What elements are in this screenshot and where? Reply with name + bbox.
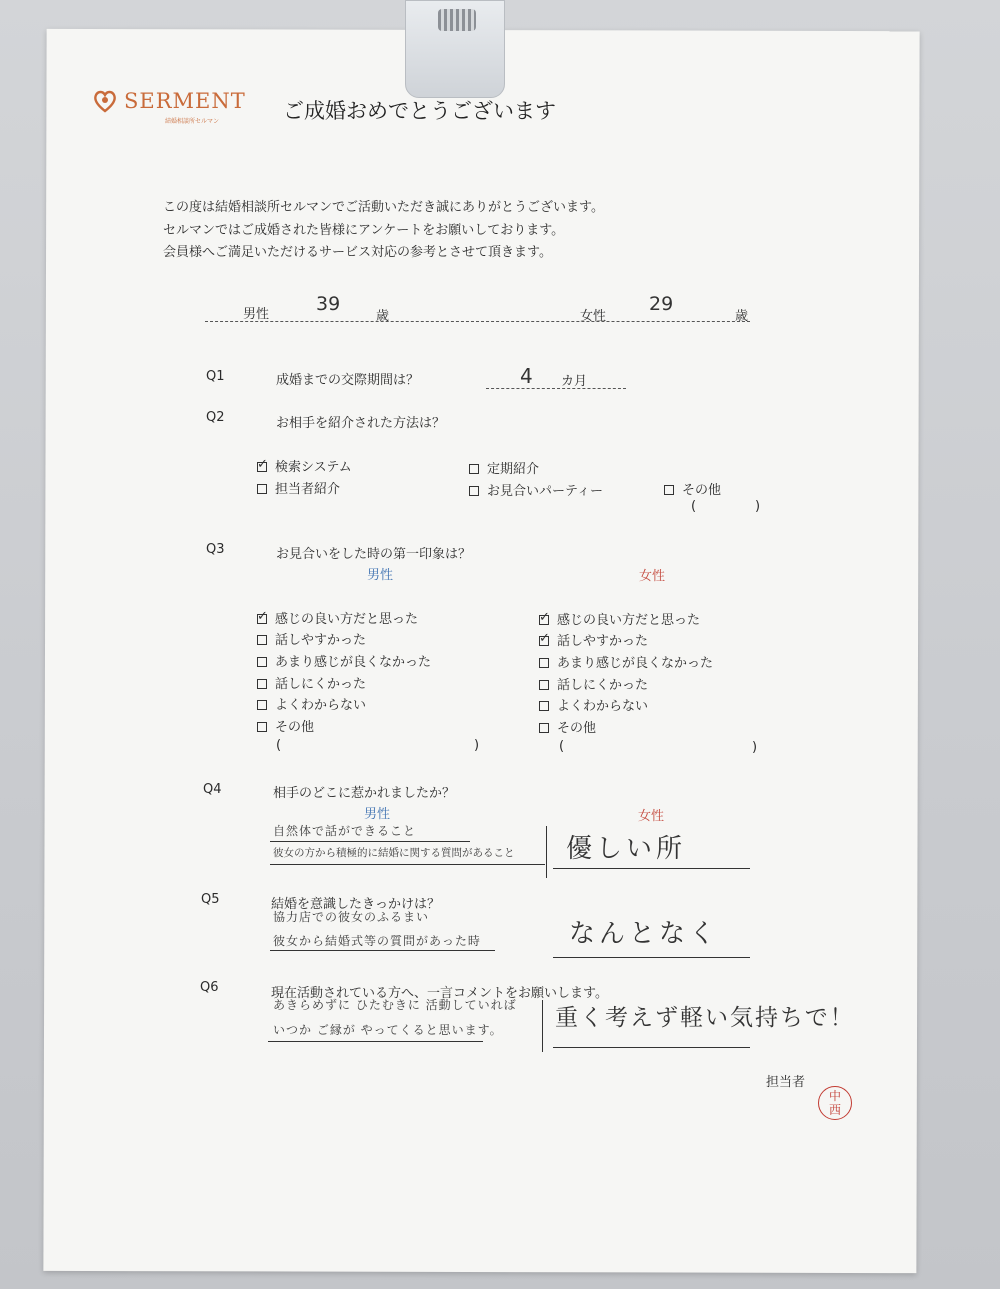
checkmark-icon: ✓ bbox=[257, 457, 268, 472]
q6-number: Q6 bbox=[200, 980, 219, 995]
q3-female-paren-open: ( bbox=[559, 739, 565, 754]
checkbox[interactable] bbox=[539, 658, 549, 668]
q4-male-answer: 彼女の方から積極的に結婚に関する質問があること bbox=[273, 847, 515, 859]
q3-male-option[interactable]: あまり感じが良くなかった bbox=[257, 651, 431, 670]
page-title: ご成婚おめでとうございます bbox=[283, 99, 556, 123]
answer-line bbox=[268, 1041, 483, 1042]
q2-paren-open: ( bbox=[691, 499, 697, 514]
checkbox[interactable] bbox=[257, 609, 268, 624]
brand-logo bbox=[92, 88, 246, 114]
checkbox[interactable] bbox=[257, 722, 267, 732]
q4-female-answer: 優しい所 bbox=[566, 834, 687, 864]
checkbox[interactable] bbox=[539, 680, 549, 690]
checkbox[interactable] bbox=[469, 486, 479, 496]
answer-line bbox=[270, 841, 470, 842]
q4-male-answer: 自然体で話ができること bbox=[273, 824, 417, 838]
checkbox[interactable] bbox=[664, 485, 674, 495]
checkbox[interactable] bbox=[257, 679, 267, 689]
q3-female-header: 女性 bbox=[639, 569, 666, 584]
checkbox[interactable] bbox=[539, 631, 550, 646]
brand-subtitle: 結婚相談所セルマン bbox=[165, 118, 220, 125]
q6-question: 現在活動されている方へ、一言コメントをお願いします。 bbox=[271, 986, 608, 1001]
q3-male-header: 男性 bbox=[367, 568, 394, 583]
heart-icon bbox=[92, 88, 118, 114]
male-age-unit: 歳 bbox=[376, 309, 390, 324]
q3-number: Q3 bbox=[206, 542, 225, 557]
q2-number: Q2 bbox=[206, 410, 225, 425]
q4-question: 相手のどこに惹かれましたか？ bbox=[273, 786, 456, 801]
q3-male-option[interactable]: 話しやすかった bbox=[257, 629, 366, 648]
q6-male-answer: あきらめずに ひたむきに 活動していれば bbox=[273, 998, 517, 1012]
q3-female-option[interactable]: その他 bbox=[539, 717, 596, 736]
q6-male-answer: いつか ご縁が やってくると思います。 bbox=[273, 1023, 503, 1037]
q3-female-option[interactable]: ✓ 話しやすかった bbox=[539, 631, 649, 649]
q2-option-party[interactable]: お見合いパーティー bbox=[469, 480, 603, 499]
q1-question: 成婚までの交際期間は？ bbox=[276, 373, 420, 388]
q5-male-answer: 彼女から結婚式等の質問があった時 bbox=[273, 934, 481, 948]
checkmark-icon: ✓ bbox=[257, 609, 268, 624]
q1-number: Q1 bbox=[206, 369, 225, 384]
checkmark-icon: ✓ bbox=[539, 610, 550, 625]
q1-unit: カ月 bbox=[561, 374, 588, 389]
checkbox[interactable] bbox=[257, 484, 267, 494]
checkbox[interactable] bbox=[257, 700, 267, 710]
answer-line bbox=[553, 957, 750, 958]
answer-line bbox=[270, 864, 545, 865]
intro-line: セルマンではご成婚された皆様にアンケートをお願いしております。 bbox=[163, 223, 565, 238]
intro-line: この度は結婚相談所セルマンでご活動いただき誠にありがとうございます。 bbox=[163, 200, 604, 215]
q4-male-header: 男性 bbox=[364, 807, 391, 822]
female-age-label: 女性 bbox=[580, 309, 607, 324]
female-age-unit: 歳 bbox=[735, 309, 749, 324]
q3-female-option[interactable]: あまり感じが良くなかった bbox=[539, 652, 713, 671]
q1-dashed-line bbox=[486, 388, 626, 389]
male-age-value: 39 bbox=[316, 293, 341, 315]
q2-question: お相手を紹介された方法は？ bbox=[276, 416, 446, 431]
q4-female-header: 女性 bbox=[638, 809, 665, 824]
q5-number: Q5 bbox=[201, 892, 220, 907]
q3-question: お見合いをした時の第一印象は？ bbox=[276, 547, 472, 562]
q2-option-regular-intro[interactable]: 定期紹介 bbox=[469, 458, 539, 477]
q3-female-option[interactable]: 話しにくかった bbox=[539, 674, 648, 693]
answer-line bbox=[270, 950, 495, 951]
q3-female-paren-close: ) bbox=[752, 740, 758, 755]
checkmark-icon: ✓ bbox=[539, 631, 550, 646]
q2-option-other[interactable]: その他 bbox=[664, 479, 721, 498]
checkbox[interactable] bbox=[257, 657, 267, 667]
age-dashed-line bbox=[205, 321, 750, 322]
q5-question: 結婚を意識したきっかけは？ bbox=[271, 897, 441, 912]
intro-line: 会員様へご満足いただけるサービス対応の参考とさせて頂きます。 bbox=[163, 245, 552, 260]
q3-female-option[interactable]: よくわからない bbox=[539, 695, 648, 714]
brand-name: SERMENT bbox=[124, 89, 246, 113]
q3-male-option[interactable]: よくわからない bbox=[257, 694, 366, 713]
checkbox[interactable] bbox=[539, 723, 549, 733]
staff-label: 担当者 bbox=[766, 1075, 806, 1090]
checkbox[interactable] bbox=[539, 701, 549, 711]
checkbox[interactable] bbox=[257, 457, 268, 472]
q4-number: Q4 bbox=[203, 782, 222, 797]
staff-seal-stamp: 中 西 bbox=[818, 1086, 852, 1120]
q5-male-answer: 協力店での彼女のふるまい bbox=[273, 910, 430, 924]
q3-male-paren-close: ) bbox=[474, 738, 480, 753]
q2-option-staff-intro[interactable]: 担当者紹介 bbox=[257, 478, 340, 497]
divider-line bbox=[542, 1000, 543, 1052]
female-age-value: 29 bbox=[649, 293, 674, 315]
divider-line bbox=[546, 826, 547, 878]
q1-answer: 4 bbox=[520, 364, 533, 388]
paper-clip bbox=[405, 0, 505, 98]
q3-male-option[interactable]: ✓ 感じの良い方だと思った bbox=[257, 609, 419, 627]
q3-female-option[interactable]: ✓ 感じの良い方だと思った bbox=[539, 610, 701, 628]
q2-paren-close: ) bbox=[755, 499, 761, 514]
male-age-label: 男性 bbox=[243, 307, 270, 322]
q3-male-option[interactable]: その他 bbox=[257, 716, 314, 735]
q5-female-answer: なんとなく bbox=[569, 919, 720, 949]
checkbox[interactable] bbox=[257, 635, 267, 645]
q2-option-search-system[interactable]: ✓ 検索システム bbox=[257, 457, 352, 475]
checkbox[interactable] bbox=[539, 610, 550, 625]
q3-male-paren-open: ( bbox=[276, 738, 282, 753]
answer-line bbox=[553, 1047, 750, 1048]
answer-line bbox=[553, 868, 750, 869]
checkbox[interactable] bbox=[469, 464, 479, 474]
q3-male-option[interactable]: 話しにくかった bbox=[257, 673, 366, 692]
q6-female-answer: 重く考えず軽い気持ちで！ bbox=[555, 1005, 855, 1031]
